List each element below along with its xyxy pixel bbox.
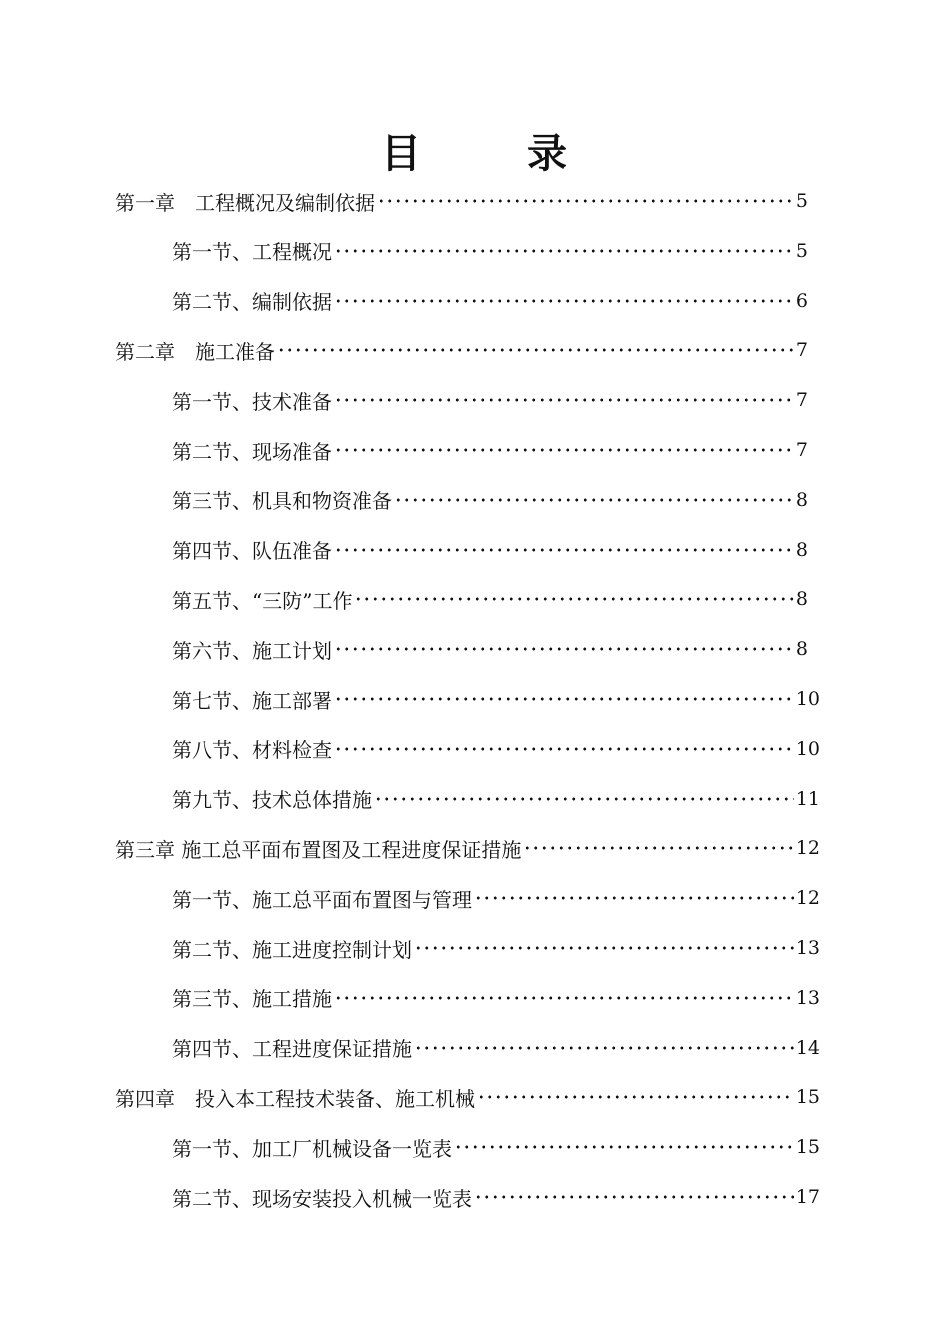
toc-page-number: 6 (795, 289, 808, 312)
toc-entry-label: 第九节、技术总体措施 (172, 788, 372, 813)
toc-page-number: 12 (795, 837, 820, 860)
toc-dot-leader (377, 189, 794, 213)
page-title (0, 122, 950, 179)
toc-dot-leader (334, 687, 794, 711)
toc-page-number: 10 (795, 688, 820, 710)
toc-dot-leader (374, 787, 794, 811)
toc-section-entry[interactable] (172, 1023, 820, 1073)
toc-section-entry[interactable] (172, 873, 820, 923)
toc-chapter-entry[interactable] (115, 823, 820, 873)
toc-dot-leader (414, 936, 794, 960)
toc-section-entry[interactable] (172, 1122, 820, 1172)
toc-dot-leader (354, 587, 793, 611)
toc-entry-label: 第八节、材料检查 (172, 738, 332, 763)
toc-entry-label: 第二节、现场准备 (172, 439, 332, 464)
toc-dot-leader (523, 836, 793, 860)
toc-page-number: 15 (795, 1136, 820, 1159)
toc-section-entry[interactable] (172, 774, 820, 824)
toc-entry-label: 第五节、“三防”工作 (172, 588, 353, 613)
toc-section-entry[interactable] (172, 276, 808, 326)
toc-section-entry[interactable] (172, 425, 808, 475)
toc-section-entry[interactable] (172, 674, 820, 724)
toc-page-number: 12 (795, 887, 820, 910)
toc-entry-label: 第三章 施工总平面布置图及工程进度保证措施 (115, 837, 522, 862)
toc-section-entry[interactable] (172, 973, 820, 1023)
toc-dot-leader (334, 289, 794, 313)
toc-chapter-entry[interactable] (115, 176, 808, 226)
toc-entry-label: 第四节、队伍准备 (172, 539, 332, 564)
toc-page-number: 5 (795, 190, 808, 212)
toc-entry-label: 第二节、编制依据 (172, 290, 332, 315)
toc-section-entry[interactable] (172, 923, 820, 973)
toc-dot-leader (334, 239, 794, 263)
toc-section-entry[interactable] (172, 624, 808, 674)
toc-entry-label: 第一节、施工总平面布置图与管理 (172, 887, 472, 912)
toc-entry-label: 第四节、工程进度保证措施 (172, 1037, 412, 1062)
toc-dot-leader (334, 637, 794, 661)
toc-dot-leader (334, 737, 794, 761)
toc-dot-leader (474, 1185, 794, 1209)
title-char-left: 目 (381, 130, 423, 177)
toc-entry-label: 第七节、施工部署 (172, 688, 332, 713)
toc-section-entry[interactable] (172, 724, 820, 774)
toc-page-number: 13 (795, 937, 820, 959)
toc-page-number: 8 (795, 488, 808, 511)
toc-chapter-entry[interactable] (115, 325, 808, 375)
toc-section-entry[interactable] (172, 1172, 820, 1222)
toc-page-number: 17 (795, 1186, 820, 1208)
toc-section-entry[interactable] (172, 574, 808, 624)
toc-entry-label: 第二节、现场安装投入机械一览表 (172, 1186, 472, 1211)
toc-dot-leader (414, 1036, 794, 1060)
toc-dot-leader (454, 1135, 794, 1159)
toc-page-number: 8 (795, 588, 808, 611)
toc-page-number: 13 (795, 986, 820, 1009)
toc-dot-leader (477, 1085, 794, 1109)
toc-dot-leader (474, 886, 794, 910)
toc-entry-label: 第二章 施工准备 (115, 339, 275, 364)
toc-entry-label: 第二节、施工进度控制计划 (172, 937, 412, 962)
toc-section-entry[interactable] (172, 525, 808, 575)
toc-entry-label: 第六节、施工计划 (172, 638, 332, 663)
toc-page-number: 15 (795, 1086, 820, 1109)
toc-chapter-entry[interactable] (115, 1072, 820, 1122)
toc-entry-label: 第一节、加工厂机械设备一览表 (172, 1136, 452, 1161)
toc-dot-leader (277, 338, 794, 362)
toc-section-entry[interactable] (172, 375, 808, 425)
toc-page-number: 11 (795, 787, 820, 810)
toc-page-number: 7 (795, 389, 808, 412)
toc-entry-label: 第三节、施工措施 (172, 987, 332, 1012)
toc-section-entry[interactable] (172, 475, 808, 525)
toc-page-number: 7 (795, 439, 808, 461)
toc-dot-leader (394, 488, 794, 512)
toc-section-entry[interactable] (172, 226, 808, 276)
toc-entry-label: 第一节、工程概况 (172, 240, 332, 265)
toc-page-number: 5 (795, 239, 808, 262)
toc-page-number: 14 (795, 1036, 820, 1059)
toc-dot-leader (334, 538, 794, 562)
toc-entry-label: 第三节、机具和物资准备 (172, 489, 392, 514)
toc-dot-leader (334, 388, 794, 412)
toc-entry-label: 第四章 投入本工程技术装备、施工机械 (115, 1086, 475, 1111)
toc-entry-label: 第一章 工程概况及编制依据 (115, 190, 375, 215)
toc-entry-label: 第一节、技术准备 (172, 389, 332, 414)
toc-page-number: 10 (795, 737, 820, 760)
toc-dot-leader (334, 438, 794, 462)
toc-dot-leader (334, 986, 794, 1010)
toc-page-number: 7 (795, 339, 808, 362)
title-char-right: 录 (527, 130, 569, 177)
toc-page-number: 8 (795, 538, 808, 561)
toc-page-number: 8 (795, 638, 808, 661)
